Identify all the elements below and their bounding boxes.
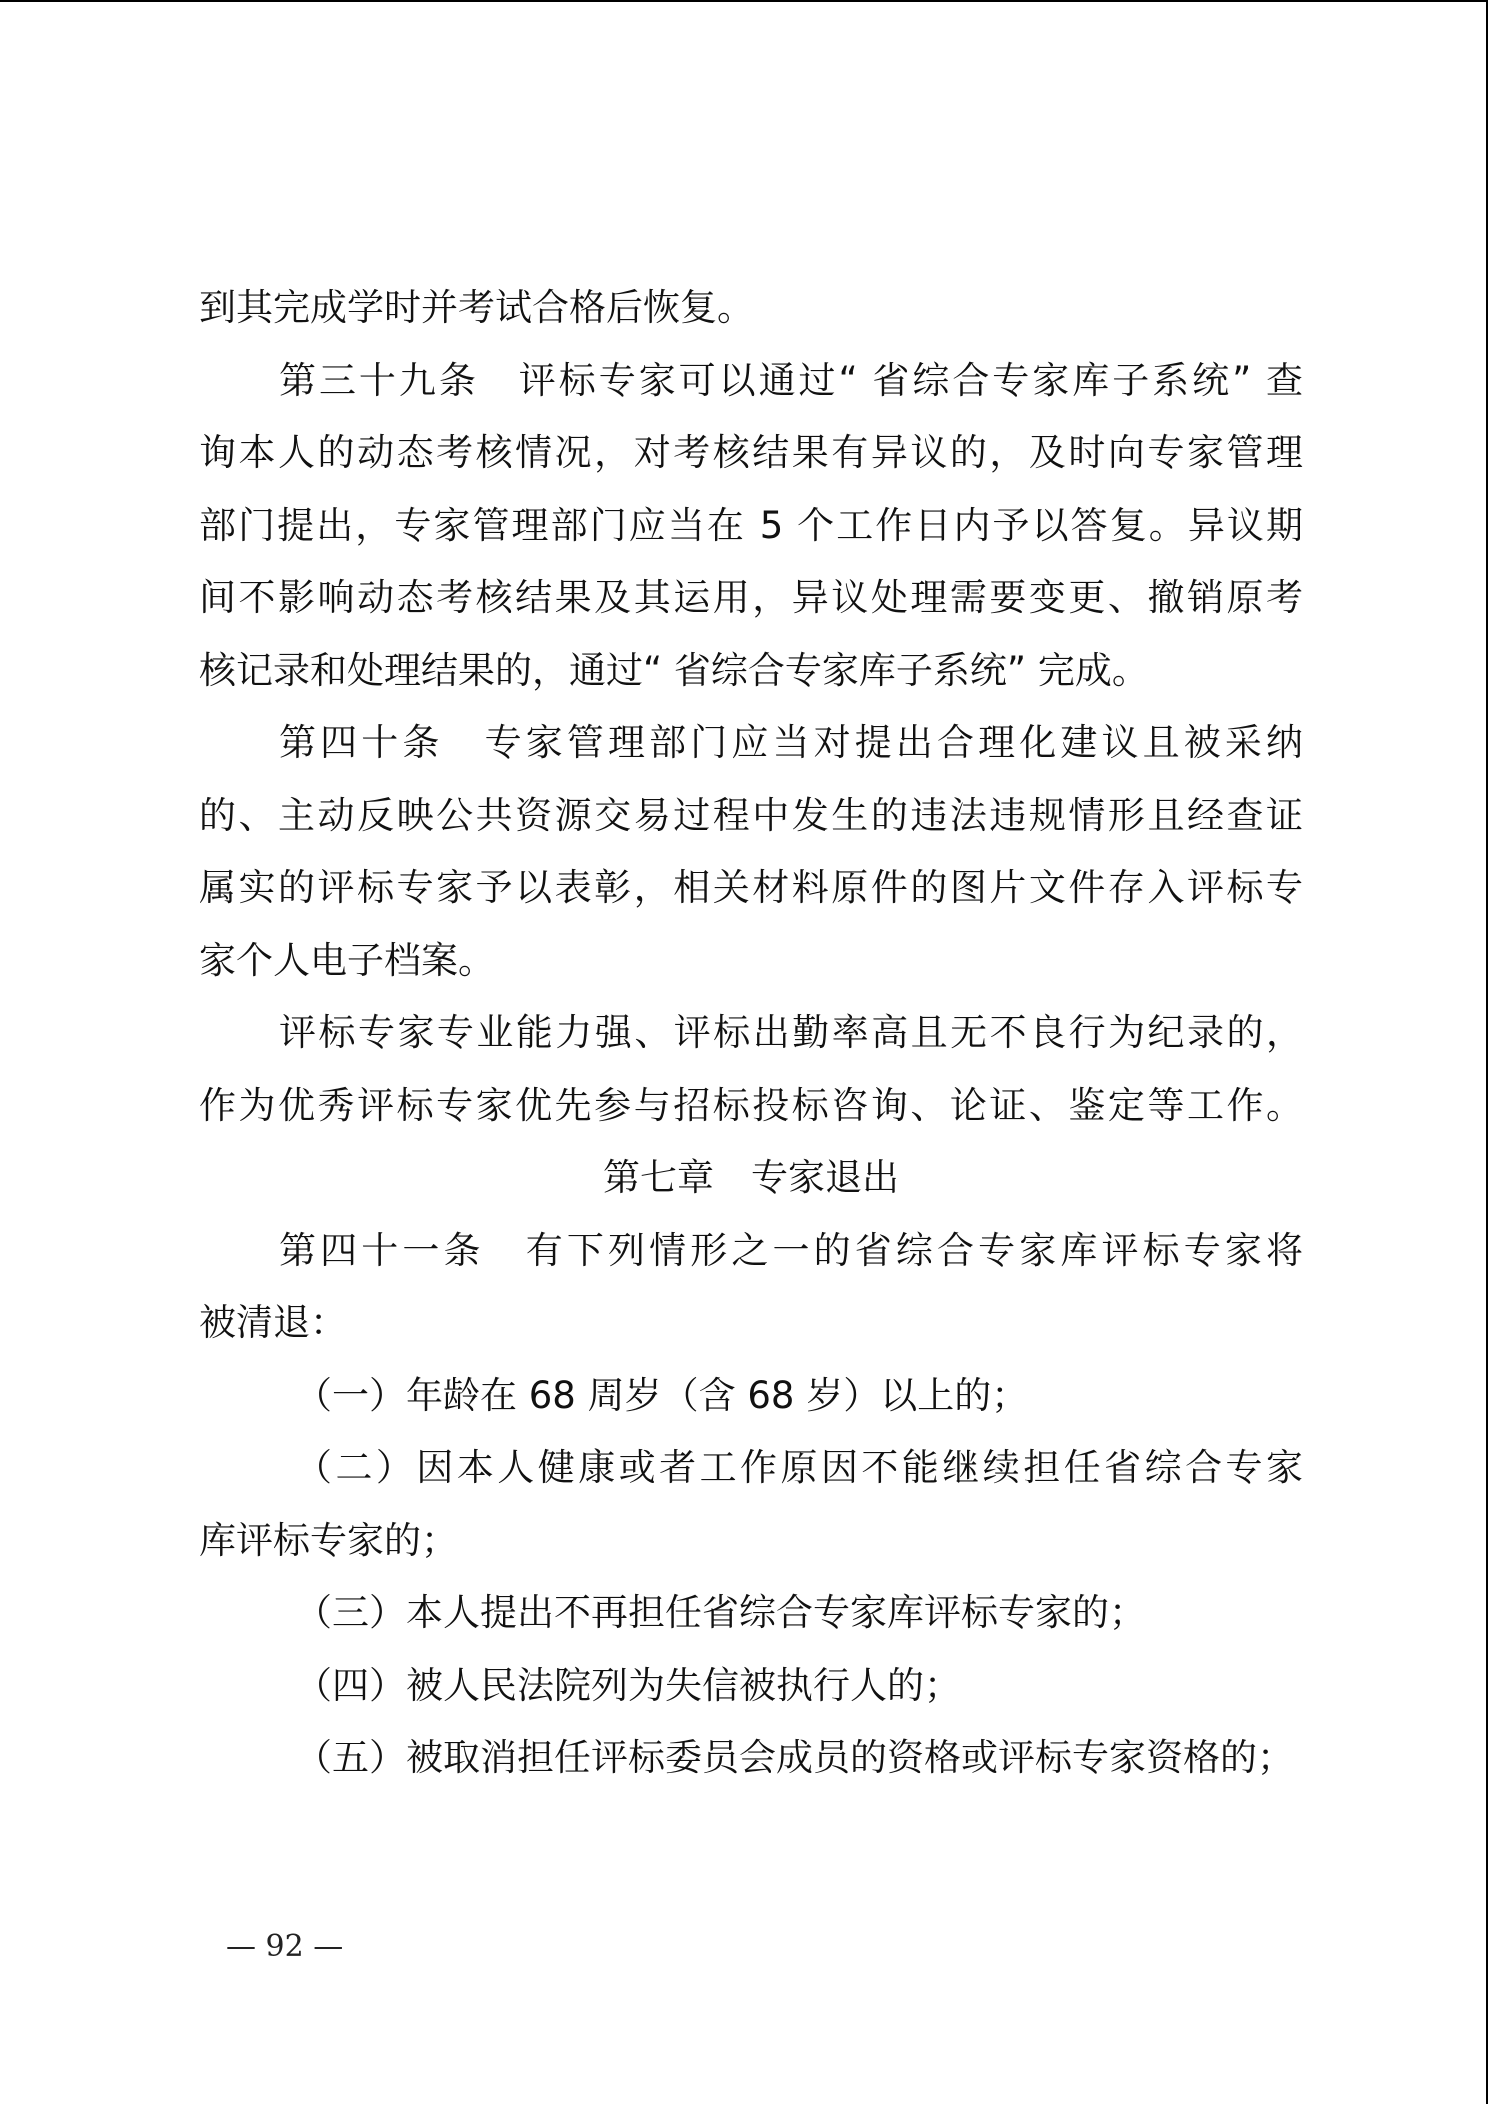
article-40-heading-line: 第四十条 专家管理部门应当对提出合理化建议且被采纳 — [279, 721, 1303, 764]
paragraph-line: 核记录和处理结果的，通过“ 省综合专家库子系统” 完成。 — [199, 648, 1149, 692]
article-41-heading-line: 第四十一条 有下列情形之一的省综合专家库评标专家将 — [279, 1228, 1303, 1272]
paragraph-line: 家个人电子档案。 — [199, 938, 495, 982]
list-item: （二）因本人健康或者工作原因不能继续担任省综合专家 — [295, 1446, 1303, 1489]
list-item: （一）年龄在 68 周岁（含 68 岁）以上的； — [295, 1373, 1029, 1417]
article-39-heading-line: 第三十九条 评标专家可以通过“ 省综合专家库子系统” 查 — [279, 358, 1303, 402]
paragraph-line: 作为优秀评标专家优先参与招标投标咨询、论证、鉴定等工作。 — [199, 1083, 1303, 1127]
paragraph-line: 到其完成学时并考试合格后恢复。 — [199, 286, 754, 329]
document-body — [199, 272, 1303, 1795]
paragraph-line: 的、主动反映公共资源交易过程中发生的违法违规情形且经查证 — [199, 793, 1303, 837]
list-item: （五）被取消担任评标委员会成员的资格或评标专家资格的； — [295, 1736, 1294, 1779]
paragraph-line: 部门提出，专家管理部门应当在 5 个工作日内予以答复。异议期 — [199, 503, 1303, 547]
paragraph-line: 间不影响动态考核结果及其运用，异议处理需要变更、撤销原考 — [199, 576, 1303, 619]
paragraph-line: 属实的评标专家予以表彰，相关材料原件的图片文件存入评标专 — [199, 866, 1303, 909]
chapter-heading: 第七章 专家退出 — [603, 1156, 899, 1199]
page-number: — 92 — — [226, 1929, 344, 1964]
paragraph-line: 询本人的动态考核情况，对考核结果有异议的，及时向专家管理 — [199, 431, 1303, 474]
paragraph-line: 评标专家专业能力强、评标出勤率高且无不良行为纪录的， — [279, 1011, 1303, 1054]
list-item: （三）本人提出不再担任省综合专家库评标专家的； — [295, 1591, 1146, 1634]
list-item: （四）被人民法院列为失信被执行人的； — [295, 1663, 961, 1707]
paragraph-line: 被清退： — [199, 1301, 347, 1344]
list-item-continuation: 库评标专家的； — [199, 1518, 458, 1562]
